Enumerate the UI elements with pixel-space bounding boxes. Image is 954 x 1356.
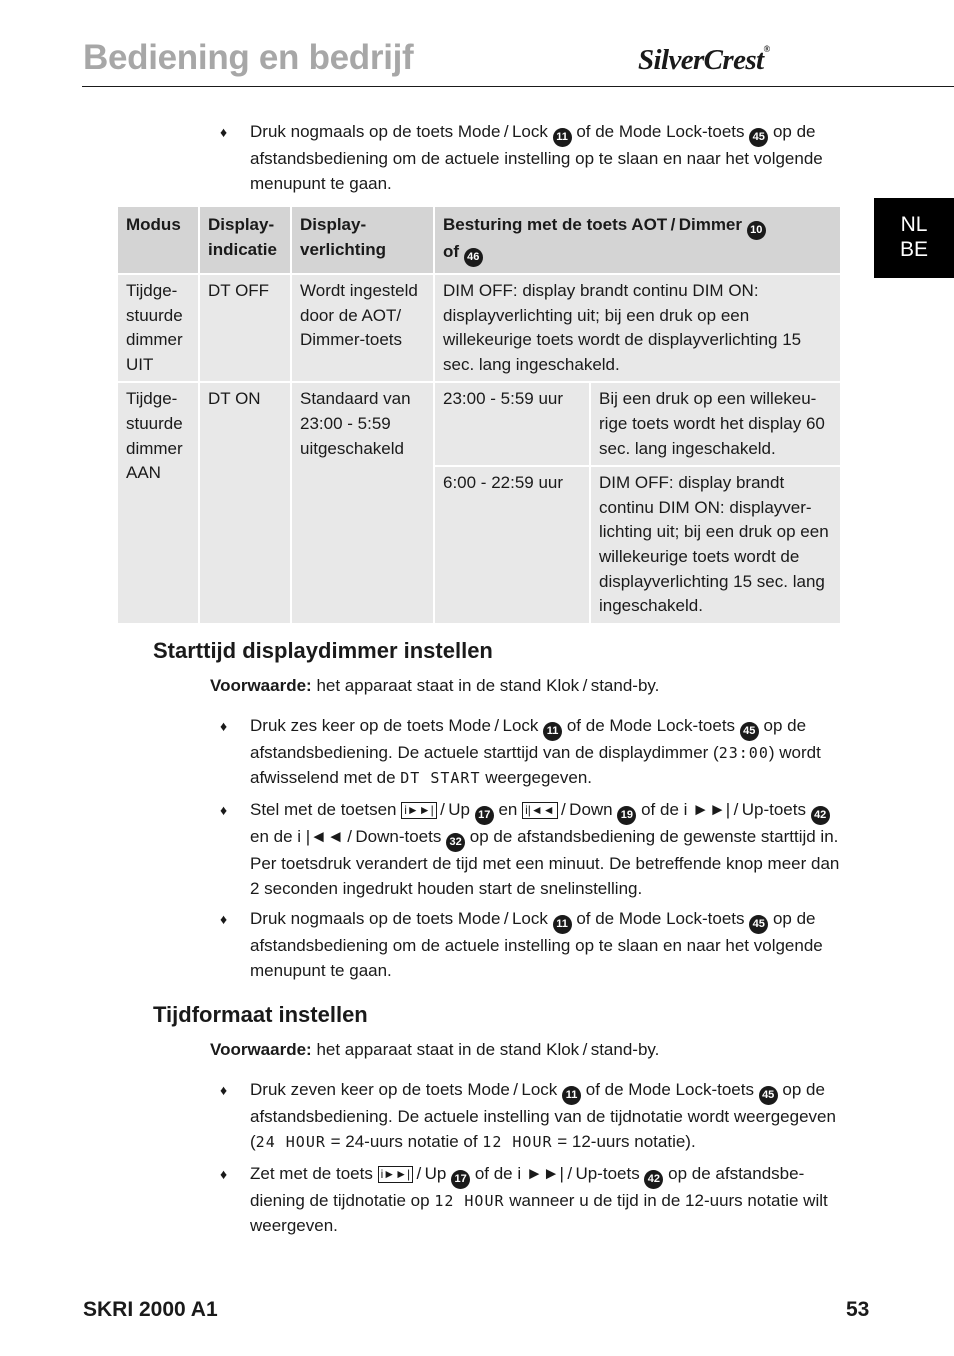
lcd-text: 12 HOUR [482, 1132, 553, 1151]
brand-logo [638, 44, 770, 77]
precondition: Voorwaarde: het apparaat staat in de stand Klok / stand-by. [210, 1040, 660, 1059]
callout-number: 42 [644, 1170, 663, 1189]
lang-nl: NL [900, 213, 928, 236]
list-item: ♦ Stel met de toetsen i►►| / Up 17 en i|◄◄ / Down 19 of de i ►►| / Up-toets 42 en de i |◄◄ / Down-toets 32 op de afstandsbediening de gewenste starttijd in. Per toetsdruk verandert de tijd met een minuut. De betreffende knop meer dan 2 seconden ingedrukt houden start de snelinstelling. [220, 800, 840, 898]
dimmer-mode-table [116, 205, 842, 625]
language-tab [874, 198, 954, 278]
callout-number: 45 [749, 128, 768, 147]
header-indication: Display-indicatie [199, 206, 291, 274]
callout-number: 19 [617, 806, 636, 825]
cell-mode: Tijdge-stuurde dimmer AAN [117, 382, 199, 623]
callout-number: 11 [562, 1086, 581, 1105]
callout-number: 45 [749, 915, 768, 934]
lang-be: BE [899, 238, 928, 261]
next-button-icon: i►►| [378, 1166, 414, 1183]
page-title: Bediening en bedrijf [83, 38, 414, 77]
lcd-text: 23:00 [718, 744, 769, 762]
section-heading-starttime: Starttijd displaydimmer instellen [153, 638, 493, 663]
previous-button-icon: i|◄◄ [522, 802, 558, 819]
text: Druk nogmaals op de toets Mode / Lock [250, 122, 553, 141]
callout-number: 17 [451, 1170, 470, 1189]
cell-description: DIM OFF: display brandt continu DIM ON: displayver-lichting uit; bij een druk op een willekeurige toets wordt de displayverlichting 15 sec. lang ingeschakeld. [590, 466, 841, 624]
bullet-diamond-icon: ♦ [220, 802, 228, 818]
lcd-text: 24 HOUR [255, 1132, 326, 1151]
cell-indication: DT OFF [199, 274, 291, 382]
page-number: 53 [846, 1298, 870, 1321]
lcd-text: DT START [400, 768, 481, 787]
table-header-row [117, 206, 841, 274]
callout-number: 32 [446, 833, 465, 852]
footer-model: SKRI 2000 A1 [83, 1298, 218, 1321]
list-item: ♦ Druk nogmaals op de toets Mode / Lock 11 of de Mode Lock-toets 45 op de afstandsbediening om de actuele instelling op te slaan en naar het volgende menupunt te gaan. [220, 909, 823, 980]
bullet-diamond-icon: ♦ [220, 1082, 228, 1098]
callout-number: 11 [553, 128, 572, 147]
cell-description: Bij een druk op een willekeu-rige toets wordt het display 60 sec. lang ingeschakeld. [590, 382, 841, 466]
header-mode: Modus [117, 206, 199, 274]
bullet-diamond-icon: ♦ [220, 124, 228, 140]
callout-number: 45 [759, 1086, 778, 1105]
list-item: ♦ Druk zeven keer op de toets Mode / Lock 11 of de Mode Lock-toets 45 op de afstandsbediening. De actuele instelling van de tijdnotatie wordt weergegeven (24 HOUR = 24-uurs notatie of 12 HOUR = 12-uurs notatie). [220, 1080, 836, 1151]
cell-indication: DT ON [199, 382, 291, 623]
list-item: ♦ Zet met de toets i►►| / Up 17 of de i ►►| / Up-toets 42 op de afstandsbe-diening de tijdnotatie op 12 HOUR wanneer u de tijd in de 12-uurs notatie wilt weergeven. [220, 1164, 828, 1235]
registered-mark: ® [763, 44, 770, 54]
callout-number: 10 [747, 221, 766, 240]
table-row [117, 382, 841, 466]
cell-time-range: 23:00 - 5:59 uur [434, 382, 590, 466]
callout-number: 42 [811, 806, 830, 825]
text: of de Mode Lock-toets [571, 122, 750, 141]
callout-number: 17 [475, 806, 494, 825]
bullet-diamond-icon: ♦ [220, 911, 228, 927]
table-row [117, 274, 841, 382]
header-control: Besturing met de toets AOT / Dimmer 10 of 46 [434, 206, 841, 274]
header-rule [82, 86, 954, 87]
list-item: ♦ Druk zes keer op de toets Mode / Lock 11 of de Mode Lock-toets 45 op de afstandsbediening. De actuele starttijd van de displaydimmer (23:00) wordt afwisselend met de DT START weergegeven. [220, 716, 821, 787]
cell-mode: Tijdge-stuurde dimmer UIT [117, 274, 199, 382]
bullet-diamond-icon: ♦ [220, 718, 228, 734]
callout-number: 11 [553, 915, 572, 934]
cell-time-range: 6:00 - 22:59 uur [434, 466, 590, 624]
cell-lighting: Wordt ingesteld door de AOT/ Dimmer-toets [291, 274, 434, 382]
callout-number: 11 [543, 722, 562, 741]
lcd-text: 12 HOUR [434, 1192, 505, 1210]
cell-control: DIM OFF: display brandt continu DIM ON: displayverlichting uit; bij een druk op een willekeurige toets wordt de displayverlichting 15 sec. lang ingeschakeld. [434, 274, 841, 382]
section-heading-timeformat: Tijdformaat instellen [153, 1002, 368, 1027]
callout-number: 46 [464, 248, 483, 267]
next-button-icon: i►►| [401, 802, 437, 819]
text: op de afstandsbediening om de actuele instelling op te slaan en naar het volgende menupunt te gaan. [250, 122, 823, 193]
callout-number: 45 [740, 722, 759, 741]
cell-lighting: Standaard van 23:00 - 5:59 uitgeschakeld [291, 382, 434, 623]
bullet-diamond-icon: ♦ [220, 1166, 228, 1182]
brand-name: SilverCrest [638, 44, 764, 76]
header-lighting: Display-verlichting [291, 206, 434, 274]
intro-bullet [220, 120, 845, 196]
precondition: Voorwaarde: het apparaat staat in de stand Klok / stand-by. [210, 676, 660, 695]
